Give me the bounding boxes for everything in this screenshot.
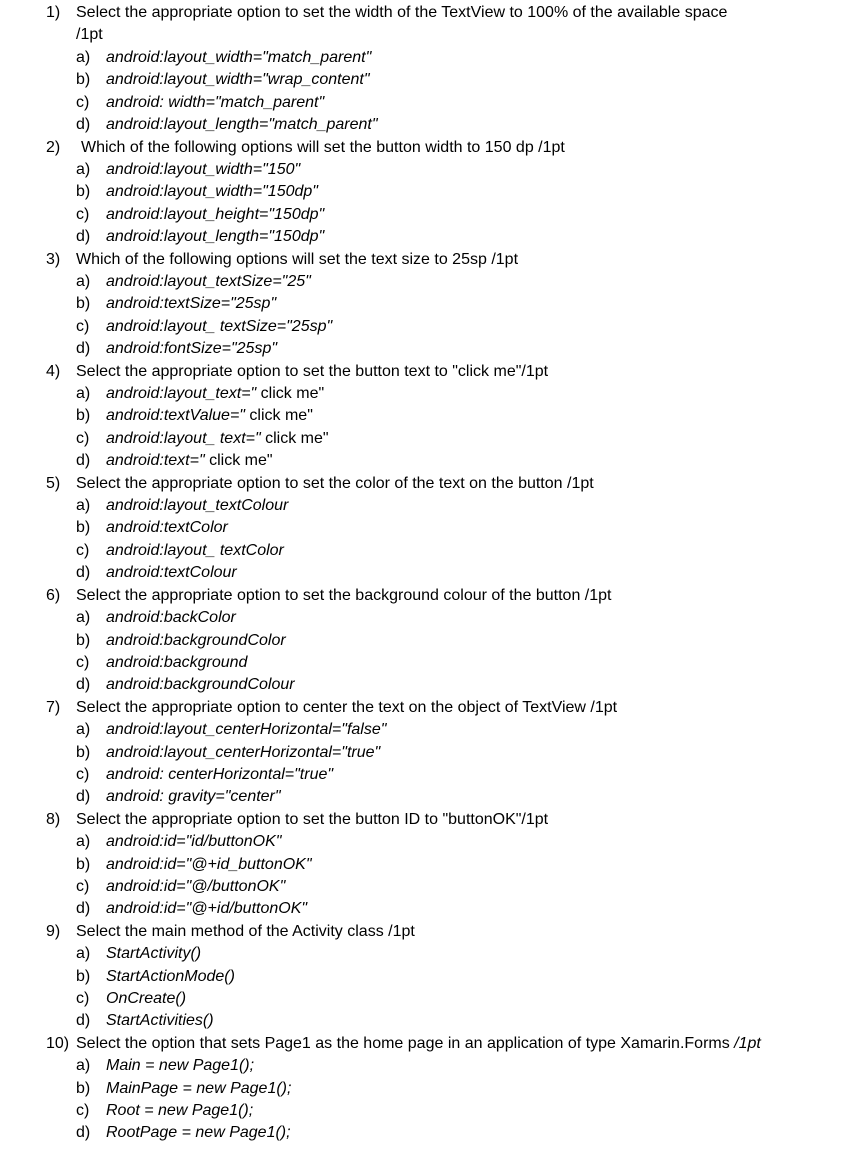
question-text-continuation: /1pt xyxy=(76,26,103,43)
option-letter: c) xyxy=(76,430,90,447)
question-number: 1) xyxy=(46,4,61,21)
option-text: android:fontSize="25sp" xyxy=(106,340,278,357)
option-letter: b) xyxy=(76,744,91,761)
question-text: Select the appropriate option to set the background colour of the button /1pt xyxy=(76,587,612,604)
option-letter: d) xyxy=(76,116,91,133)
option-letter: b) xyxy=(76,632,91,649)
option-text: StartActivity() xyxy=(106,945,202,962)
option-letter: a) xyxy=(76,721,91,738)
option-letter: b) xyxy=(76,519,91,536)
option-code: android:layout_ text=" xyxy=(106,430,261,447)
question-text xyxy=(76,1033,761,1055)
option-text: Root = new Page1(); xyxy=(106,1102,254,1119)
option-code: android:text=" xyxy=(106,452,205,469)
option-text: android:id="@+id_buttonOK" xyxy=(106,856,312,873)
question-number: 5) xyxy=(46,475,61,492)
option-text: android:backgroundColour xyxy=(106,676,295,693)
option-letter: d) xyxy=(76,340,91,357)
option-text: android:textColour xyxy=(106,564,237,581)
question-text: Select the appropriate option to set the width of the TextView to 100% of the available space xyxy=(76,4,728,21)
option-letter: b) xyxy=(76,856,91,873)
question-number: 7) xyxy=(46,699,61,716)
option-text: android:layout_textColour xyxy=(106,497,289,514)
option-letter: d) xyxy=(76,676,91,693)
option-letter: c) xyxy=(76,206,90,223)
option-text: android:layout_ textSize="25sp" xyxy=(106,318,333,335)
option-text: android:id="@+id/buttonOK" xyxy=(106,900,308,917)
option-text: android:textColor xyxy=(106,519,228,536)
option-text: android: centerHorizontal="true" xyxy=(106,766,334,783)
question-text: Select the appropriate option to center the text on the object of TextView /1pt xyxy=(76,699,618,716)
option-letter: a) xyxy=(76,609,91,626)
option-text: android:layout_height="150dp" xyxy=(106,206,325,223)
option-code: android:textValue=" xyxy=(106,407,245,424)
option-text: android:backColor xyxy=(106,609,236,626)
question-text: Which of the following options will set the button width to 150 dp /1pt xyxy=(81,139,565,156)
option-letter: d) xyxy=(76,564,91,581)
option-text: android:backgroundColor xyxy=(106,632,286,649)
option-letter: b) xyxy=(76,71,91,88)
option-text: Main = new Page1(); xyxy=(106,1057,255,1074)
question-text: Select the appropriate option to set the color of the text on the button /1pt xyxy=(76,475,594,492)
option-letter: c) xyxy=(76,318,90,335)
option-value: click me" xyxy=(204,452,273,469)
question-number: 10) xyxy=(46,1035,70,1052)
option-letter: c) xyxy=(76,990,90,1007)
option-text: android:layout_length="150dp" xyxy=(106,228,325,245)
question-text: Select the appropriate option to set the button text to "click me"/1pt xyxy=(76,363,549,380)
option-letter: a) xyxy=(76,1057,91,1074)
option-letter: c) xyxy=(76,542,90,559)
option-text: android: width="match_parent" xyxy=(106,94,325,111)
option-text: RootPage = new Page1(); xyxy=(106,1124,291,1141)
option-text: android:layout_width="150" xyxy=(106,161,301,178)
option-letter: a) xyxy=(76,833,91,850)
option-text: android:layout_width="match_parent" xyxy=(106,49,372,66)
option-text xyxy=(106,428,329,450)
option-text: android:layout_width="wrap_content" xyxy=(106,71,370,88)
option-letter: d) xyxy=(76,228,91,245)
question-number: 4) xyxy=(46,363,61,380)
option-letter: d) xyxy=(76,900,91,917)
question-text: Which of the following options will set the text size to 25sp /1pt xyxy=(76,251,519,268)
question-text: Select the appropriate option to set the button ID to "buttonOK"/1pt xyxy=(76,811,549,828)
option-letter: c) xyxy=(76,94,90,111)
option-text: android: gravity="center" xyxy=(106,788,281,805)
option-text: android:id="@/buttonOK" xyxy=(106,878,286,895)
option-letter: b) xyxy=(76,407,91,424)
option-text: android:layout_centerHorizontal="false" xyxy=(106,721,387,738)
option-letter: a) xyxy=(76,497,91,514)
option-text: android:textSize="25sp" xyxy=(106,295,277,312)
option-letter: a) xyxy=(76,49,91,66)
option-value: click me" xyxy=(256,385,325,402)
option-text: android:layout_width="150dp" xyxy=(106,183,318,200)
question-points: /1pt xyxy=(734,1035,761,1052)
option-letter: b) xyxy=(76,295,91,312)
option-text: MainPage = new Page1(); xyxy=(106,1080,292,1097)
option-text xyxy=(106,450,273,472)
option-letter: a) xyxy=(76,161,91,178)
option-text: StartActionMode() xyxy=(106,968,235,985)
question-number: 6) xyxy=(46,587,61,604)
option-letter: b) xyxy=(76,183,91,200)
option-letter: b) xyxy=(76,1080,91,1097)
option-text: android:layout_ textColor xyxy=(106,542,284,559)
option-letter: c) xyxy=(76,654,90,671)
option-letter: d) xyxy=(76,1012,91,1029)
option-letter: b) xyxy=(76,968,91,985)
option-letter: c) xyxy=(76,1102,90,1119)
option-value: click me" xyxy=(244,407,313,424)
option-code: android:layout_text=" xyxy=(106,385,257,402)
question-number: 9) xyxy=(46,923,61,940)
option-letter: a) xyxy=(76,273,91,290)
option-text xyxy=(106,383,324,405)
question-number: 3) xyxy=(46,251,61,268)
option-text: android:layout_centerHorizontal="true" xyxy=(106,744,381,761)
question-number: 8) xyxy=(46,811,61,828)
option-text: StartActivities() xyxy=(106,1012,214,1029)
question-text: Select the main method of the Activity class /1pt xyxy=(76,923,415,940)
option-letter: a) xyxy=(76,945,91,962)
option-value: click me" xyxy=(260,430,329,447)
option-letter: c) xyxy=(76,766,90,783)
question-number: 2) xyxy=(46,139,61,156)
option-letter: c) xyxy=(76,878,90,895)
option-text: android:layout_textSize="25" xyxy=(106,273,311,290)
option-text: android:layout_length="match_parent" xyxy=(106,116,378,133)
option-letter: d) xyxy=(76,452,91,469)
option-letter: d) xyxy=(76,788,91,805)
question-text-main: Select the option that sets Page1 as the home page in an application of type Xamarin.Forms xyxy=(76,1035,735,1052)
option-text: android:id="id/buttonOK" xyxy=(106,833,282,850)
option-text: android:background xyxy=(106,654,248,671)
option-letter: d) xyxy=(76,1124,91,1141)
option-text: OnCreate() xyxy=(106,990,187,1007)
option-text xyxy=(106,405,313,427)
option-letter: a) xyxy=(76,385,91,402)
